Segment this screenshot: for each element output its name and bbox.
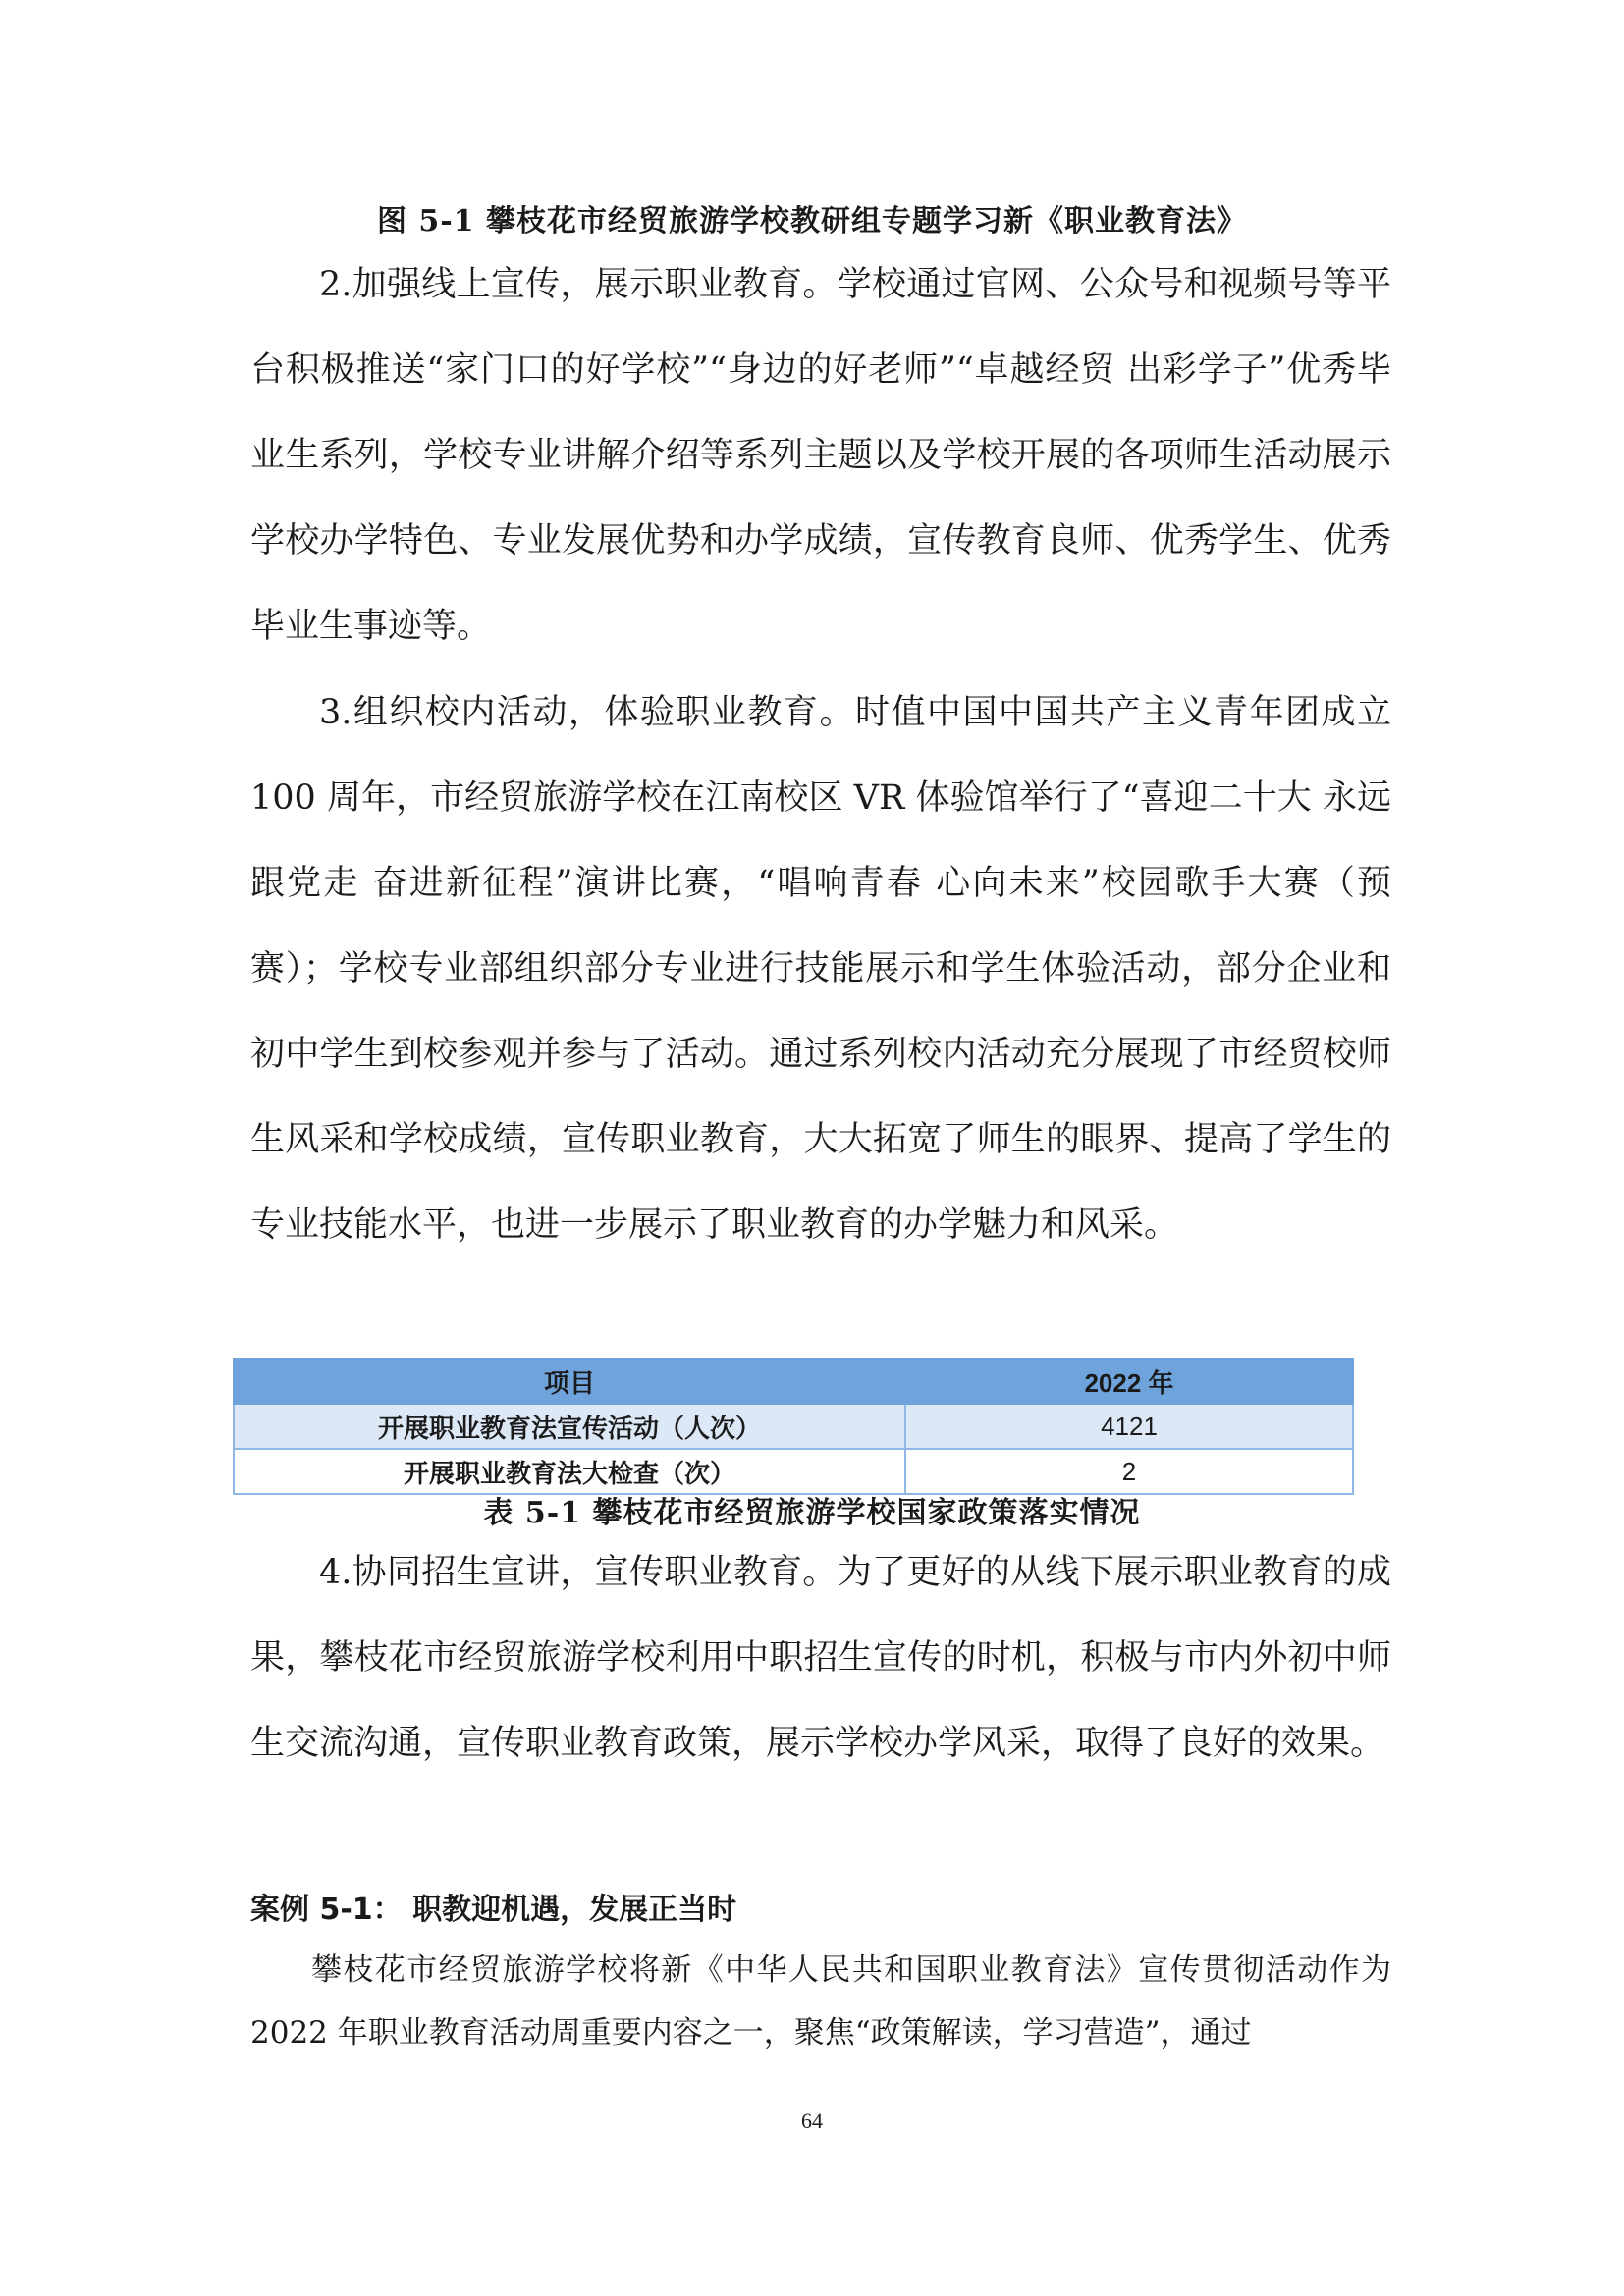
table-cell-value: 4121 bbox=[905, 1404, 1353, 1449]
case-paragraph: 攀枝花市经贸旅游学校将新《中华人民共和国职业教育法》宣传贯彻活动作为 2022 年职业教育活动周重要内容之一，聚焦“政策解读，学习营造”，通过 bbox=[250, 1952, 1391, 2051]
case-heading: 案例 5-1： 职教迎机遇，发展正当时 bbox=[250, 1893, 737, 1927]
paragraph-enrollment-publicity: 4.协同招生宣讲，宣传职业教育。为了更好的从线下展示职业教育的成果，攀枝花市经贸旅游学校利用中职招生宣传的时机，积极与市内外初中师生交流沟通，宣传职业教育政策，展示学校办学风采，取得了良好的效果。 bbox=[250, 1553, 1391, 1763]
table-header-item: 项目 bbox=[234, 1359, 905, 1404]
table-cell-value: 2 bbox=[905, 1449, 1353, 1494]
policy-implementation-table bbox=[233, 1358, 1354, 1495]
table-header-row bbox=[234, 1359, 1353, 1404]
paragraph-campus-activities: 3.组织校内活动，体验职业教育。时值中国中国共产主义青年团成立 100 周年，市经贸旅游学校在江南校区 VR 体验馆举行了“喜迎二十大 永远跟党走 奋进新征程”演讲比赛，“唱响青春 心向未来”校园歌手大赛（预赛）；学校专业部组织部分专业进行技能展示和学生体验活动，部分企业和初中学生到校参观并参与了活动。通过系列校内活动充分展现了市经贸校师生风采和学校成绩，宣传职业教育，大大拓宽了师生的眼界、提高了学生的专业技能水平，也进一步展示了职业教育的办学魅力和风采。 bbox=[250, 693, 1391, 1245]
table-cell-item: 开展职业教育法大检查（次） bbox=[234, 1449, 905, 1494]
table-header-year: 2022 年 bbox=[905, 1359, 1353, 1404]
table-caption: 表 5-1 攀枝花市经贸旅游学校国家政策落实情况 bbox=[483, 1496, 1141, 1530]
figure-caption: 图 5-1 攀枝花市经贸旅游学校教研组专题学习新《职业教育法》 bbox=[376, 204, 1248, 239]
table-row bbox=[234, 1404, 1353, 1449]
page-number: 64 bbox=[801, 2109, 823, 2133]
table-cell-item: 开展职业教育法宣传活动（人次） bbox=[234, 1404, 905, 1449]
paragraph-online-publicity: 2.加强线上宣传，展示职业教育。学校通过官网、公众号和视频号等平台积极推送“家门口的好学校”“身边的好老师”“卓越经贸 出彩学子”优秀毕业生系列，学校专业讲解介绍等系列主题以及学校开展的各项师生活动展示学校办学特色、专业发展优势和办学成绩，宣传教育良师、优秀学生、优秀毕业生事迹等。 bbox=[250, 265, 1391, 646]
